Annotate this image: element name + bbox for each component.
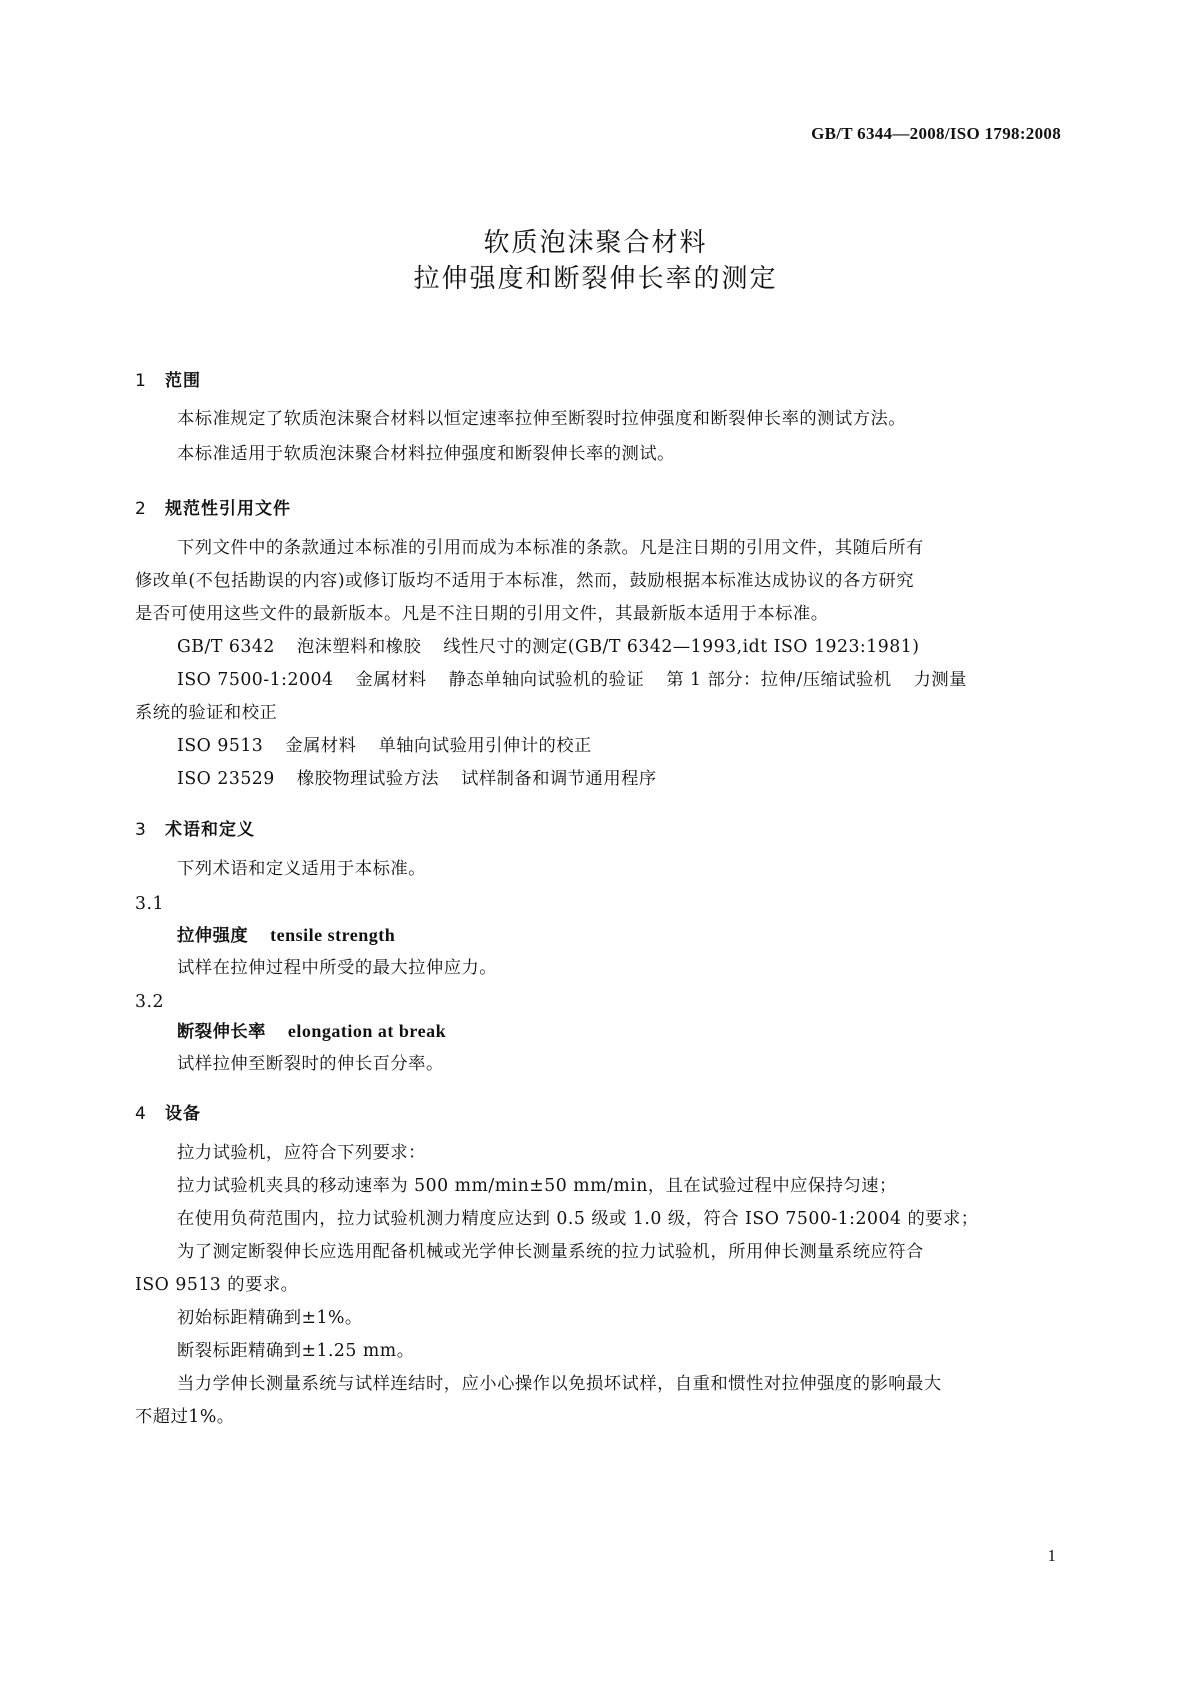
page-number: 1 [1047, 1546, 1056, 1565]
section-title: 范围 [165, 371, 201, 391]
reference-title: 线性尺寸的测定(GB/T 6342—1993,idt ISO 1923:1981) [443, 637, 920, 657]
apparatus-line: 拉力试验机夹具的移动速率为 500 mm/min±50 mm/min，且在试验过程中应保持匀速； [177, 1176, 897, 1196]
reference-item [177, 768, 657, 790]
reference-title: 单轴向试验用引伸计的校正 [378, 736, 592, 756]
section-3-heading [135, 815, 255, 840]
section-title: 设备 [165, 1104, 201, 1124]
section-title: 术语和定义 [165, 820, 255, 840]
section-title: 规范性引用文件 [165, 499, 291, 519]
term-definition: 试样拉伸至断裂时的伸长百分率。 [177, 1054, 444, 1074]
apparatus-line: 在使用负荷范围内，拉力试验机测力精度应达到 0.5 级或 1.0 级，符合 ISO 7500-1:2004 的要求； [177, 1209, 979, 1229]
section-1-heading [135, 366, 201, 391]
scope-paragraph-2: 本标准适用于软质泡沫聚合材料拉伸强度和断裂伸长率的测试。 [177, 444, 675, 464]
apparatus-line: ISO 9513 的要求。 [135, 1275, 299, 1295]
section-4-heading [135, 1099, 201, 1124]
term-definition: 试样在拉伸过程中所受的最大拉伸应力。 [177, 958, 498, 978]
reference-item [177, 669, 967, 691]
term-number: 3.2 [135, 992, 164, 1012]
reference-title: 试样制备和调节通用程序 [461, 769, 657, 789]
apparatus-line: 不超过1%。 [135, 1407, 235, 1427]
reference-title: 第 1 部分：拉伸/压缩试验机 [666, 670, 892, 690]
standard-code: GB/T 6344—2008/ISO 1798:2008 [811, 124, 1061, 143]
term-en: elongation at break [287, 1021, 447, 1041]
terms-intro: 下列术语和定义适用于本标准。 [177, 859, 426, 879]
reference-title: 力测量 [913, 670, 967, 690]
reference-title: 静态单轴向试验机的验证 [448, 670, 645, 690]
reference-title: 泡沫塑料和橡胶 [296, 637, 422, 657]
reference-code: ISO 23529 [177, 769, 275, 789]
reference-item [177, 735, 592, 757]
reference-code: ISO 7500-1:2004 [177, 670, 334, 690]
apparatus-line: 初始标距精确到±1%。 [177, 1308, 363, 1328]
reference-title: 金属材料 [285, 736, 357, 756]
section-number: 2 [135, 499, 147, 519]
apparatus-line: 拉力试验机，应符合下列要求： [177, 1143, 426, 1163]
reference-item-continuation: 系统的验证和校正 [135, 703, 278, 723]
references-paragraph-line-3: 是否可使用这些文件的最新版本。凡是不注日期的引用文件，其最新版本适用于本标准。 [135, 604, 829, 624]
title-line-2: 拉伸强度和断裂伸长率的测定 [413, 264, 778, 294]
term-en: tensile strength [270, 925, 396, 945]
term-heading [177, 1020, 446, 1043]
references-paragraph-line-2: 修改单(不包括勘误的内容)或修订版均不适用于本标准，然而，鼓励根据本标准达成协议的各方研究 [135, 571, 915, 591]
section-number: 1 [135, 371, 147, 391]
title-line-1: 软质泡沫聚合材料 [483, 228, 708, 258]
apparatus-line: 当力学伸长测量系统与试样连结时，应小心操作以免损坏试样，自重和惯性对拉伸强度的影响最大 [177, 1374, 942, 1394]
term-zh: 拉伸强度 [177, 926, 249, 946]
references-paragraph-line-1: 下列文件中的条款通过本标准的引用而成为本标准的条款。凡是注日期的引用文件，其随后所有 [177, 538, 924, 558]
reference-code: GB/T 6342 [177, 637, 275, 657]
reference-code: ISO 9513 [177, 736, 264, 756]
reference-title: 金属材料 [355, 670, 427, 690]
term-zh: 断裂伸长率 [177, 1022, 266, 1042]
apparatus-line: 断裂标距精确到±1.25 mm。 [177, 1341, 415, 1361]
reference-item [177, 636, 919, 658]
section-number: 3 [135, 820, 147, 840]
scope-paragraph-1: 本标准规定了软质泡沫聚合材料以恒定速率拉伸至断裂时拉伸强度和断裂伸长率的测试方法。 [177, 409, 907, 429]
term-number: 3.1 [135, 894, 164, 914]
apparatus-line: 为了测定断裂伸长应选用配备机械或光学伸长测量系统的拉力试验机，所用伸长测量系统应符合 [177, 1242, 924, 1262]
term-heading [177, 924, 395, 947]
reference-title: 橡胶物理试验方法 [296, 769, 440, 789]
section-2-heading [135, 494, 291, 519]
section-number: 4 [135, 1104, 147, 1124]
